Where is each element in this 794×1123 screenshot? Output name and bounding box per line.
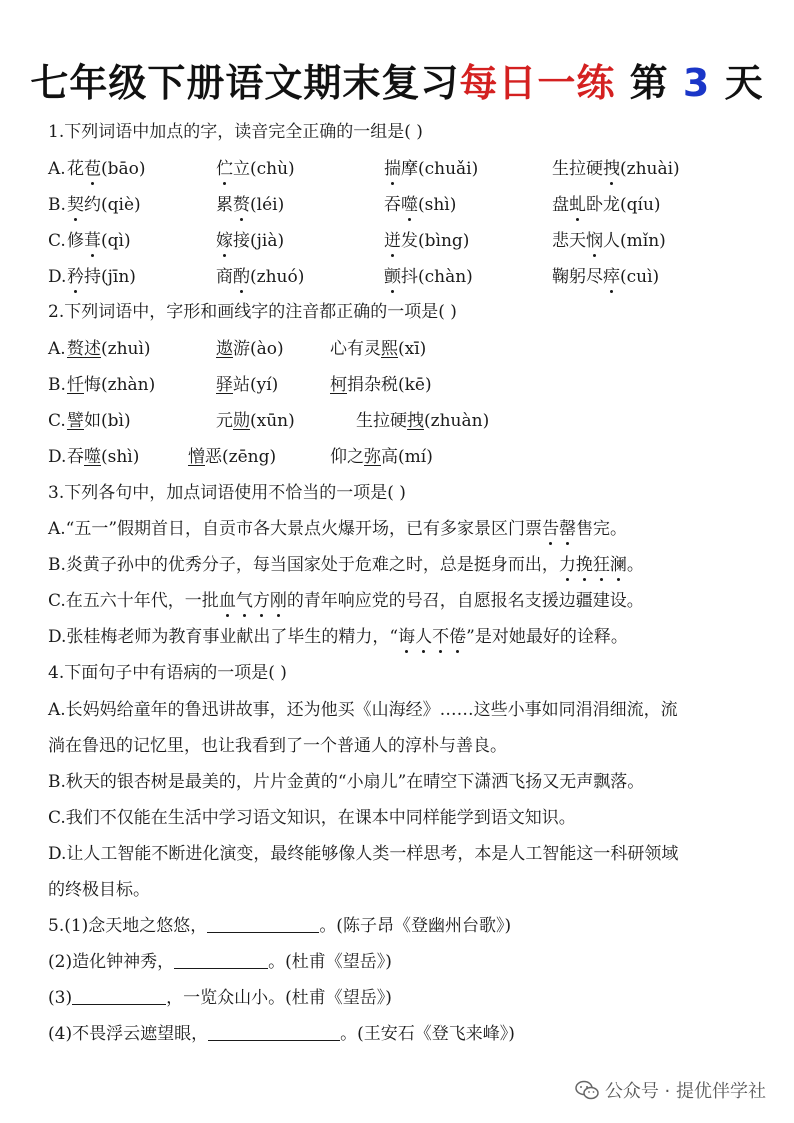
- title-highlight: 每日一练: [459, 61, 616, 105]
- word-3: 仰之弥高(mí): [330, 447, 433, 467]
- q4-option-c: C.我们不仅能在生活中学习语文知识，在课本中同样能学到语文知识。: [48, 808, 576, 828]
- word-2: 憎恶(zēng): [188, 447, 277, 467]
- word-3: 颤抖(chàn): [384, 267, 473, 287]
- option-label: B.: [48, 195, 66, 215]
- word-1: 契约(qiè): [67, 195, 141, 215]
- dotted-char: 告: [542, 519, 560, 539]
- dotted-char: 挽: [575, 555, 593, 575]
- dotted-word: [559, 555, 627, 575]
- word-3: 心有灵熙(xī): [330, 339, 427, 359]
- word-2: 遨游(ào): [216, 339, 284, 359]
- q5-item-3: (3) ，一览众山小。(杜甫《望岳》): [48, 988, 392, 1008]
- word-2: 嫁接(jià): [216, 231, 285, 251]
- word-1: 忏悔(zhàn): [67, 375, 156, 395]
- dotted-char: 澜: [609, 555, 627, 575]
- dotted-char: 刚: [269, 591, 287, 611]
- dotted-char: 力: [558, 555, 576, 575]
- word-4: 生拉硬拽(zhuài): [552, 159, 680, 179]
- word-2: 累赘(léi): [216, 195, 285, 215]
- q4-option-d-line1: D.让人工智能不断进化演变，最终能够像人类一样思考，本是人工智能这一科研领域: [48, 844, 679, 864]
- q5-item-2: (2)造化钟神秀， 。(杜甫《望岳》): [48, 952, 392, 972]
- q2-stem: 2.下列词语中，字形和画线字的注音都正确的一项是( ): [48, 302, 457, 322]
- q4-option-d-line2: 的终极目标。: [48, 880, 150, 900]
- watermark: [575, 1077, 766, 1103]
- q5-item-1: 5.(1)念天地之悠悠， 。(陈子昂《登幽州台歌》): [48, 916, 512, 936]
- word-3: 柯捐杂税(kē): [330, 375, 432, 395]
- option-label: C.: [48, 411, 66, 431]
- wechat-icon: [575, 1080, 599, 1100]
- q3-option-d: D.张桂梅老师为教育事业献出了毕生的精力，“诲人不倦”是对她最好的诠释。: [48, 627, 628, 647]
- dotted-char: 诲: [398, 627, 416, 647]
- title-day-suffix: 天: [724, 61, 764, 105]
- q3-stem: 3.下列各句中，加点词语使用不恰当的一项是( ): [48, 483, 406, 503]
- dotted-char: 气: [235, 591, 253, 611]
- q4-option-a-line1: A.长妈妈给童年的鲁迅讲故事，还为他买《山海经》……这些小事如同涓涓细流，流: [48, 700, 678, 720]
- answer-blank[interactable]: [208, 1022, 340, 1041]
- dotted-char: 罄: [559, 519, 577, 539]
- dotted-word: [398, 627, 466, 647]
- word-3: 生拉硬拽(zhuàn): [356, 411, 490, 431]
- answer-blank[interactable]: [174, 950, 268, 969]
- dotted-word: [542, 519, 576, 539]
- word-4: 悲天悯人(mǐn): [552, 231, 666, 251]
- title-day-number: 3: [682, 61, 711, 105]
- option-label: A.: [48, 159, 66, 179]
- word-3: 迸发(bìng): [384, 231, 470, 251]
- option-label: A.: [48, 339, 66, 359]
- word-1: 修葺(qì): [67, 231, 131, 251]
- q3-option-c: C.在五六十年代，一批血气方刚的青年响应党的号召，自愿报名支援边疆建设。: [48, 591, 644, 611]
- dotted-char: 不: [432, 627, 450, 647]
- q1-stem: 1.下列词语中加点的字，读音完全正确的一组是( ): [48, 122, 423, 142]
- word-3: 揣摩(chuǎi): [384, 159, 479, 179]
- word-1: 譬如(bì): [67, 411, 131, 431]
- word-2: 伫立(chù): [216, 159, 295, 179]
- q5-item-4: (4)不畏浮云遮望眼， 。(王安石《登飞来峰》): [48, 1024, 515, 1044]
- dotted-word: [219, 591, 287, 611]
- word-4: 盘虬卧龙(qíu): [552, 195, 661, 215]
- answer-blank[interactable]: [207, 914, 319, 933]
- word-3: 吞噬(shì): [384, 195, 457, 215]
- title-text: 七年级下册语文期末复习: [30, 61, 460, 105]
- q3-option-a: A.“五一”假期首日，自贡市各大景点火爆开场，已有多家景区门票告罄售完。: [48, 519, 628, 539]
- word-1: 赘述(zhuì): [67, 339, 151, 359]
- q4-option-a-line2: 淌在鲁迅的记忆里，也让我看到了一个普通人的淳朴与善良。: [48, 736, 507, 756]
- word-1: 矜持(jīn): [67, 267, 136, 287]
- option-label: C.: [48, 231, 66, 251]
- word-2: 元勋(xūn): [216, 411, 295, 431]
- dotted-char: 狂: [592, 555, 610, 575]
- dotted-char: 倦: [449, 627, 467, 647]
- option-label: B.: [48, 375, 66, 395]
- watermark-text: 公众号 · 提优伴学社: [604, 1081, 766, 1102]
- option-label: D.: [48, 447, 67, 467]
- dotted-char: 方: [252, 591, 270, 611]
- word-1: 花苞(bāo): [67, 159, 146, 179]
- dotted-char: 血: [218, 591, 236, 611]
- page-title: [0, 52, 794, 107]
- word-4: 鞠躬尽瘁(cuì): [552, 267, 660, 287]
- q3-option-b: B.炎黄子孙中的优秀分子，每当国家处于危难之时，总是挺身而出，力挽狂澜。: [48, 555, 644, 575]
- word-2: 商酌(zhuó): [216, 267, 305, 287]
- word-1: 吞噬(shì): [67, 447, 140, 467]
- title-day-prefix: 第: [629, 61, 669, 105]
- q4-option-b: B.秋天的银杏树是最美的，片片金黄的“小扇儿”在晴空下潇洒飞扬又无声飘落。: [48, 772, 645, 792]
- dotted-char: 人: [415, 627, 433, 647]
- answer-blank[interactable]: [72, 986, 166, 1005]
- option-label: D.: [48, 267, 67, 287]
- q4-stem: 4.下面句子中有语病的一项是( ): [48, 663, 287, 683]
- word-2: 驿站(yí): [216, 375, 279, 395]
